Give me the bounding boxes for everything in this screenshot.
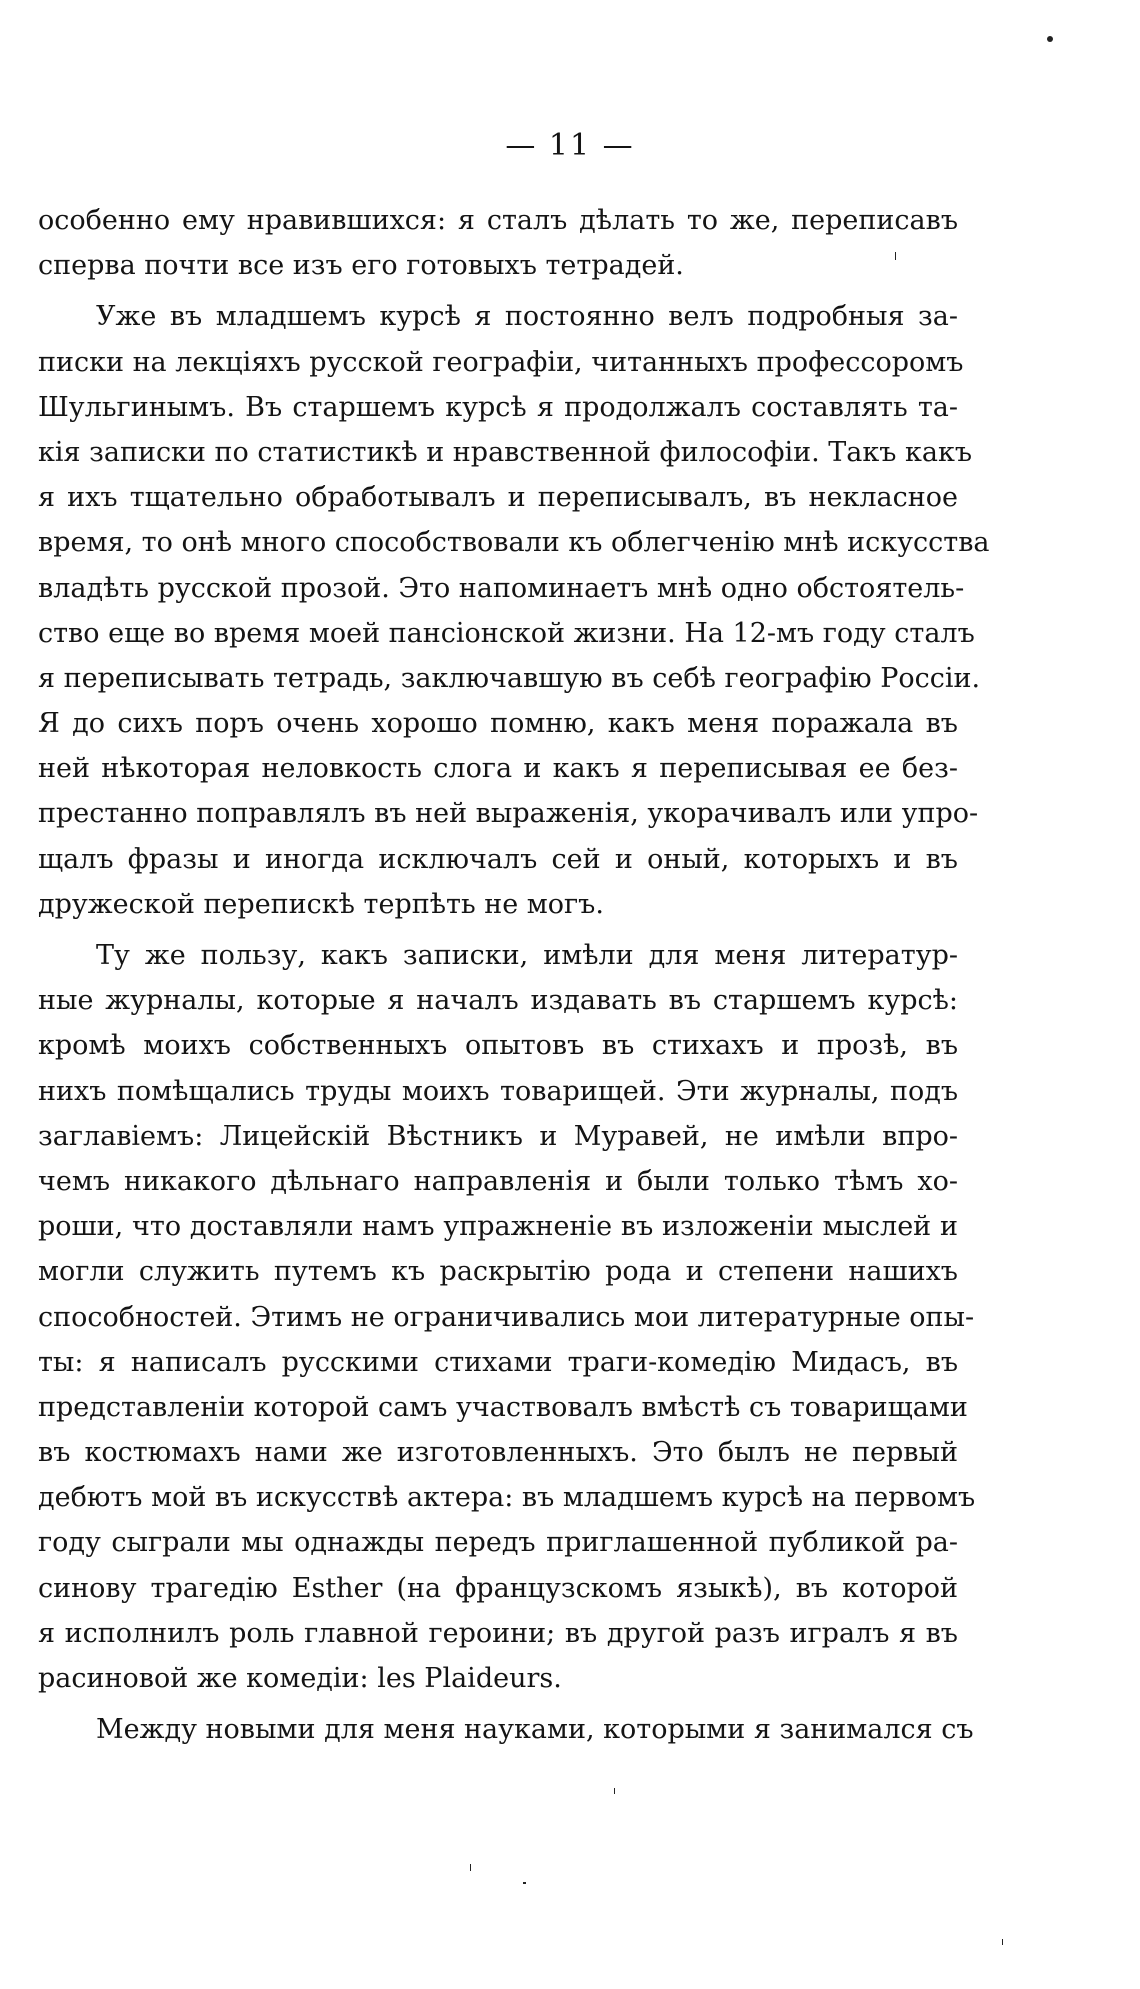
text-line: ней нѣкоторая неловкость слога и какъ я переписывая ее без- xyxy=(38,753,958,785)
text-line: я ихъ тщательно обработывалъ и переписывалъ, въ некласное xyxy=(38,482,958,514)
text-line: Уже въ младшемъ курсѣ я постоянно велъ подробныя за- xyxy=(96,301,958,333)
text-line: время, то онѣ много способствовали къ облегченію мнѣ искусства xyxy=(38,527,990,559)
text-line: Между новыми для меня науками, которыми я занимался съ xyxy=(96,1714,974,1746)
text-line: заглавіемъ: Лицейскій Вѣстникъ и Муравей, не имѣли впро- xyxy=(38,1120,958,1152)
text-line: году сыграли мы однажды передъ приглашенной публикой ра- xyxy=(38,1527,958,1559)
text-line: владѣть русской прозой. Это напоминаетъ мнѣ одно обстоятель- xyxy=(38,572,965,604)
text-line: нихъ помѣщались труды моихъ товарищей. Эти журналы, подъ xyxy=(38,1075,958,1107)
text-line: Ту же пользу, какъ записки, имѣли для меня литератур- xyxy=(96,940,958,971)
text-line: могли служить путемъ къ раскрытію рода и степени нашихъ xyxy=(38,1256,958,1288)
text-line: писки на лекціяхъ русской географіи, читанныхъ профессоромъ xyxy=(38,346,964,378)
text-line: особенно ему нравившихся: я сталъ дѣлать то же, переписавъ xyxy=(38,205,958,236)
text-line: дружеской перепискѣ терпѣть не могъ. xyxy=(38,888,604,920)
text-line: представленіи которой самъ участвовалъ вмѣстѣ съ товарищами xyxy=(38,1391,968,1423)
text-line: щалъ фразы и иногда исключалъ сей и оный, которыхъ и въ xyxy=(38,843,958,875)
text-line: роши, что доставляли намъ упражненіе въ изложеніи мыслей и xyxy=(38,1211,958,1243)
text-line: Шульгинымъ. Въ старшемъ курсѣ я продолжалъ составлять та- xyxy=(38,391,958,423)
page-number: — 11 — xyxy=(505,128,635,163)
text-line: дебютъ мой въ искусствѣ актера: въ младшемъ курсѣ на первомъ xyxy=(38,1482,976,1514)
text-line: способностей. Этимъ не ограничивались мои литературные опы- xyxy=(38,1301,975,1333)
text-line: я исполнилъ роль главной героини; въ другой разъ игралъ я въ xyxy=(38,1617,958,1649)
text-line: Я до сихъ поръ очень хорошо помню, какъ меня поражала въ xyxy=(38,708,958,740)
text-line: кія записки по статистикѣ и нравственной философіи. Такъ какъ xyxy=(38,436,973,468)
text-line: престанно поправлялъ въ ней выраженія, укорачивалъ или упро- xyxy=(38,798,979,830)
text-line: кромѣ моихъ собственныхъ опытовъ въ стихахъ и прозѣ, въ xyxy=(38,1030,958,1062)
text-line: чемъ никакого дѣльнаго направленія и были только тѣмъ хо- xyxy=(38,1165,958,1197)
text-line: ные журналы, которые я началъ издавать въ старшемъ курсѣ: xyxy=(38,985,958,1017)
text-line: синову трагедію Esther (на французскомъ языкѣ), въ которой xyxy=(38,1572,958,1604)
text-line: въ костюмахъ нами же изготовленныхъ. Это былъ не первый xyxy=(38,1437,958,1469)
text-line: расиновой же комедіи: les Plaideurs. xyxy=(38,1663,562,1694)
text-line: ты: я написалъ русскими стихами траги-комедію Мидасъ, въ xyxy=(38,1346,958,1378)
text-line: сперва почти все изъ его готовыхъ тетрадей. xyxy=(38,250,684,282)
text-line: ство еще во время моей пансіонской жизни. На 12-мъ году сталъ xyxy=(38,617,975,649)
text-line: я переписывать тетрадь, заключавшую въ себѣ географію Россіи. xyxy=(38,662,981,694)
body-text xyxy=(38,198,990,1752)
